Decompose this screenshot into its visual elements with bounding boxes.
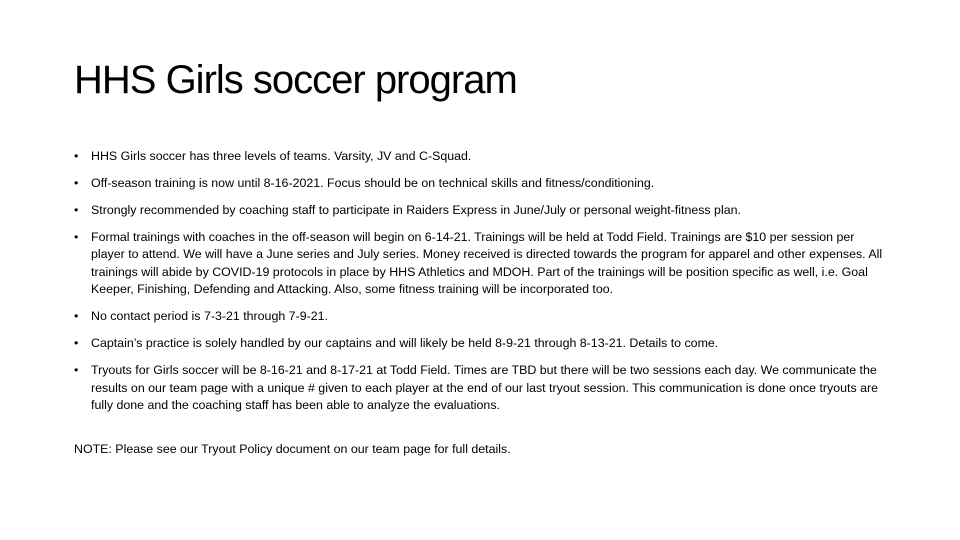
bullet-text: Tryouts for Girls soccer will be 8-16-21 and 8-17-21 at Todd Field. Times are TBD but there will be two sessions each day. We communicate the results on our team page with a unique # given to each player at the end of our last tryout session. This communication is done once tryouts are fully done and the coaching staff has been able to analyze the evaluations. [91,363,879,413]
bullet-marker: • [74,203,79,217]
list-item [74,175,884,192]
bullet-marker: • [74,363,79,378]
bullet-text: Captain’s practice is solely handled by our captains and will likely be held 8-9-21 through 8-13-21. Details to come. [91,336,719,351]
list-item [74,308,884,325]
bullet-list [74,148,884,424]
bullet-marker: • [74,336,79,351]
list-item [74,148,884,165]
bullet-marker: • [74,149,79,163]
bullet-text: Strongly recommended by coaching staff to participate in Raiders Express in June/July or personal weight-fitness plan. [91,203,741,217]
bullet-text: Off-season training is now until 8-16-2021. Focus should be on technical skills and fitness/conditioning. [91,176,655,190]
list-item [74,202,884,219]
list-item [74,335,884,352]
bullet-marker: • [74,230,79,244]
list-item [74,362,884,414]
note-text: NOTE: Please see our Tryout Policy document on our team page for full details. [74,442,511,456]
slide-title: HHS Girls soccer program [74,58,517,102]
list-item [74,229,884,299]
bullet-marker: • [74,309,79,324]
bullet-marker: • [74,176,79,190]
bullet-text: No contact period is 7-3-21 through 7-9-21. [91,309,328,324]
bullet-text: Formal trainings with coaches in the off-season will begin on 6-14-21. Trainings will be held at Todd Field. Trainings are $10 per session per player to attend. We will have a June series and July series. Money received is directed towards the program for apparel and other expenses. All trainings will abide by COVID-19 protocols in place by HHS Athletics and MDOH. Part of the trainings will be position specific as well, i.e. Goal Keeper, Finishing, Defending and Attacking. Also, some fitness training will be incorporated too. [91,230,883,297]
bullet-text: HHS Girls soccer has three levels of teams. Varsity, JV and C-Squad. [91,149,472,163]
